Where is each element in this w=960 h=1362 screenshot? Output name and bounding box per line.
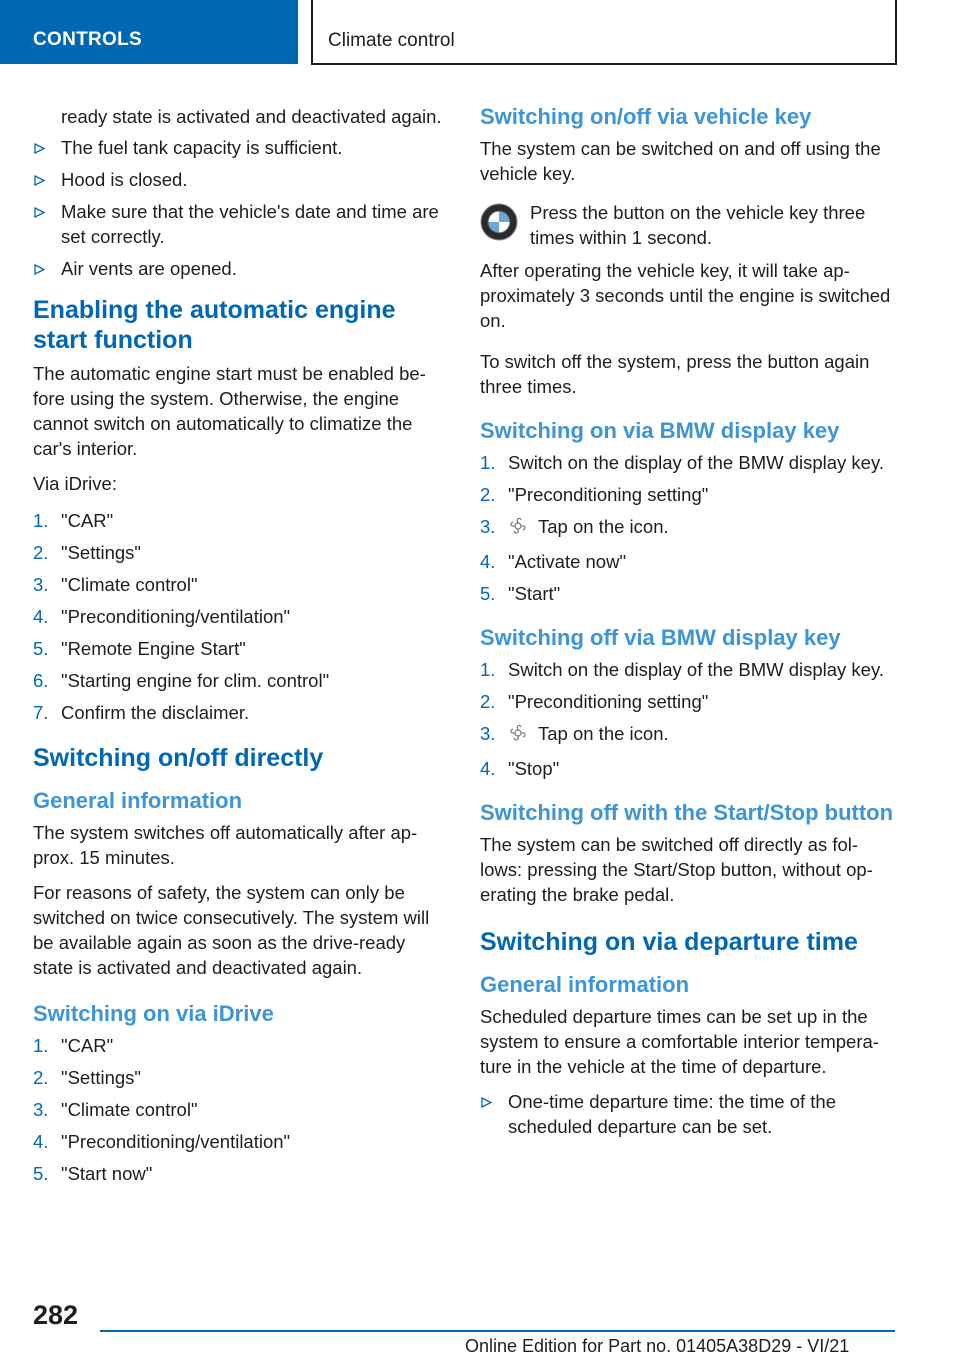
step-number: 2. xyxy=(480,691,496,712)
bullet-text: The fuel tank capacity is sufficient. xyxy=(61,137,343,158)
paragraph-departure: Scheduled departure times can be set up in the system to ensure a comfortable interior tempera‐ture in the vehicle at the time of departure. xyxy=(480,1006,879,1077)
vehicle-key-note-text: Press the button on the vehicle key three times within 1 second. xyxy=(530,202,866,248)
step-item xyxy=(33,668,448,693)
step-number: 1. xyxy=(480,452,496,473)
step-number: 5. xyxy=(33,638,49,659)
fan-icon xyxy=(508,516,528,542)
step-item xyxy=(480,549,900,574)
step-text: "Remote Engine Start" xyxy=(61,638,246,659)
step-number: 4. xyxy=(33,606,49,627)
step-number: 3. xyxy=(33,1099,49,1120)
footer-edition: Online Edition for Part no. 01405A38D29 - VI/21 xyxy=(465,1336,850,1356)
bullet-item xyxy=(480,1089,900,1139)
step-text: "Climate control" xyxy=(61,1099,198,1120)
right-column xyxy=(480,100,900,1147)
step-text: "CAR" xyxy=(61,510,114,531)
step-number: 3. xyxy=(33,574,49,595)
footer-divider xyxy=(100,1330,895,1332)
step-item xyxy=(480,482,900,507)
step-text: "Start now" xyxy=(61,1163,153,1184)
step-text: "Preconditioning/ventilation" xyxy=(61,606,291,627)
step-item xyxy=(33,1161,448,1186)
header-chapter-tab xyxy=(311,0,897,65)
step-text: "Preconditioning setting" xyxy=(508,691,709,712)
idrive-steps-list xyxy=(33,1033,448,1186)
step-number: 7. xyxy=(33,702,49,723)
display-off-steps-list xyxy=(480,657,900,781)
step-text: "Preconditioning setting" xyxy=(508,484,709,505)
bullet-text: One-time departure time: the time of the scheduled departure can be set. xyxy=(508,1091,837,1137)
step-item xyxy=(33,1097,448,1122)
bullet-text: Make sure that the vehicle's date and time are set correctly. xyxy=(61,201,439,247)
step-text: Tap on the icon. xyxy=(538,516,669,537)
step-item xyxy=(33,508,448,533)
step-item xyxy=(33,1033,448,1058)
step-item xyxy=(480,657,900,682)
left-column xyxy=(33,100,448,1194)
step-item xyxy=(33,1065,448,1090)
heading-switching-directly: Switching on/off directly xyxy=(33,744,324,772)
bullet-triangle-icon xyxy=(33,199,49,224)
paragraph-vehicle-key: The system can be switched on and off using the vehicle key. xyxy=(480,138,881,184)
step-item xyxy=(480,689,900,714)
header-section-label: CONTROLS xyxy=(33,29,143,50)
step-number: 3. xyxy=(480,723,496,744)
bullet-item xyxy=(33,167,448,192)
step-number: 3. xyxy=(480,516,496,537)
step-number: 5. xyxy=(33,1163,49,1184)
step-number: 1. xyxy=(480,659,496,680)
step-number: 6. xyxy=(33,670,49,691)
step-item xyxy=(33,636,448,661)
intro-continuation: ready state is activated and deactivated again. xyxy=(61,106,442,127)
fan-icon xyxy=(508,723,528,749)
step-text: "Starting engine for clim. control" xyxy=(61,670,330,691)
step-text: "Preconditioning/ventilation" xyxy=(61,1131,291,1152)
step-item xyxy=(480,756,900,781)
paragraph-enable: The automatic engine start must be enabled be‐fore using the system. Otherwise, the engine cannot switch on automatically to climatize the car's interior. xyxy=(33,363,426,459)
step-number: 2. xyxy=(33,1067,49,1088)
step-text: Switch on the display of the BMW display key. xyxy=(508,659,884,680)
step-item xyxy=(480,581,900,606)
paragraph-general-2: For reasons of safety, the system can only be switched on twice consecutively. The system will be available again as soon as the drive-ready state is activated and deactivated again. xyxy=(33,882,430,978)
bullet-triangle-icon xyxy=(33,256,49,281)
step-number: 5. xyxy=(480,583,496,604)
step-number: 1. xyxy=(33,510,49,531)
step-item xyxy=(33,700,448,725)
bullet-triangle-icon xyxy=(33,135,49,160)
step-item xyxy=(33,572,448,597)
paragraph-start-stop: The system can be switched off directly as fol‐lows: pressing the Start/Stop button, without op‐erating the brake pedal. xyxy=(480,834,873,905)
step-item xyxy=(33,1129,448,1154)
paragraph-vehicle-key-2: After operating the vehicle key, it will take ap‐proximately 3 seconds until the engine is switched on. xyxy=(480,260,891,331)
step-number: 2. xyxy=(33,542,49,563)
departure-bullets-list xyxy=(480,1089,900,1139)
bullet-item xyxy=(33,199,448,249)
step-text: "Start" xyxy=(508,583,561,604)
bullet-item xyxy=(33,256,448,281)
heading-on-display-key: Switching on via BMW display key xyxy=(480,418,840,443)
step-text: Switch on the display of the BMW display key. xyxy=(508,452,884,473)
header-section-tab xyxy=(0,0,298,64)
heading-departure-general: General information xyxy=(480,972,690,997)
requirements-list xyxy=(33,135,448,281)
bullet-triangle-icon xyxy=(480,1089,496,1114)
enable-steps-list xyxy=(33,508,448,725)
bullet-text: Air vents are opened. xyxy=(61,258,237,279)
paragraph-vehicle-key-3: To switch off the system, press the button again three times. xyxy=(480,351,870,397)
heading-off-display-key: Switching off via BMW display key xyxy=(480,625,841,650)
paragraph-general-1: The system switches off automatically after ap‐prox. 15 minutes. xyxy=(33,822,418,868)
step-number: 1. xyxy=(33,1035,49,1056)
display-on-steps-list xyxy=(480,450,900,606)
bullet-item xyxy=(33,135,448,160)
step-text: "Settings" xyxy=(61,1067,141,1088)
heading-switching-idrive: Switching on via iDrive xyxy=(33,1001,274,1026)
heading-enable-engine-start: Enabling the automatic engine start function xyxy=(33,296,396,354)
vehicle-key-note xyxy=(480,200,900,250)
step-number: 2. xyxy=(480,484,496,505)
step-item xyxy=(33,604,448,629)
step-item xyxy=(33,540,448,565)
step-text: "Activate now" xyxy=(508,551,627,572)
step-text: "Stop" xyxy=(508,758,560,779)
bmw-logo-icon xyxy=(480,203,518,247)
header-chapter-label: Climate control xyxy=(328,30,455,51)
step-number: 4. xyxy=(33,1131,49,1152)
step-number: 4. xyxy=(480,551,496,572)
step-item xyxy=(480,514,900,542)
via-idrive-label: Via iDrive: xyxy=(33,473,117,494)
step-number: 4. xyxy=(480,758,496,779)
heading-general-information: General information xyxy=(33,788,243,813)
step-text: Confirm the disclaimer. xyxy=(61,702,250,723)
bullet-triangle-icon xyxy=(33,167,49,192)
heading-vehicle-key: Switching on/off via vehicle key xyxy=(480,104,812,129)
bullet-text: Hood is closed. xyxy=(61,169,188,190)
heading-start-stop-button: Switching off with the Start/Stop button xyxy=(480,800,894,825)
step-text: Tap on the icon. xyxy=(538,723,669,744)
heading-departure-time: Switching on via departure time xyxy=(480,928,858,956)
step-item xyxy=(480,721,900,749)
step-text: "CAR" xyxy=(61,1035,114,1056)
step-text: "Settings" xyxy=(61,542,141,563)
step-item xyxy=(480,450,900,475)
step-text: "Climate control" xyxy=(61,574,198,595)
page-number: 282 xyxy=(33,1300,79,1330)
